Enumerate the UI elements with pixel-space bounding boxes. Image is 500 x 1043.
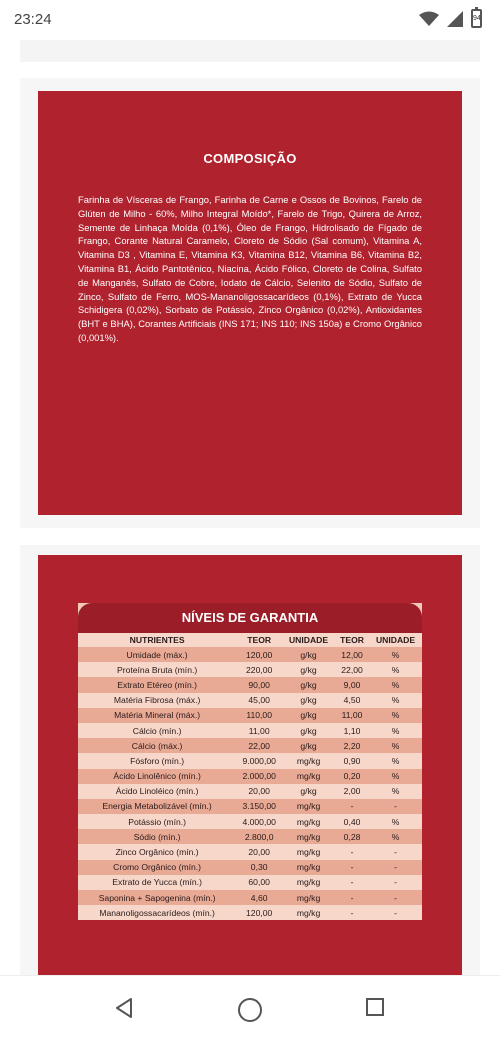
battery-icon: 94 xyxy=(471,9,482,28)
guarantee-title: NÍVEIS DE GARANTIA xyxy=(78,603,422,633)
unidade-value: g/kg xyxy=(282,662,335,677)
teor-percent: - xyxy=(335,844,369,859)
unidade-percent: % xyxy=(369,662,422,677)
teor-percent: - xyxy=(335,890,369,905)
wifi-icon xyxy=(419,11,439,27)
nutrient-name: Potássio (mín.) xyxy=(78,814,236,829)
guarantee-table xyxy=(78,633,422,920)
nutrient-name: Cromo Orgânico (mín.) xyxy=(78,860,236,875)
header-teor-2: TEOR xyxy=(335,633,369,647)
composition-box xyxy=(38,91,462,515)
status-time: 23:24 xyxy=(14,11,52,28)
teor-value: 4,60 xyxy=(236,890,282,905)
unidade-percent: % xyxy=(369,723,422,738)
unidade-value: g/kg xyxy=(282,708,335,723)
unidade-value: g/kg xyxy=(282,784,335,799)
teor-percent: - xyxy=(335,875,369,890)
unidade-value: g/kg xyxy=(282,738,335,753)
teor-value: 0,30 xyxy=(236,860,282,875)
teor-value: 20,00 xyxy=(236,784,282,799)
status-icons xyxy=(419,9,482,28)
unidade-value: mg/kg xyxy=(282,860,335,875)
table-header-row xyxy=(78,633,422,647)
teor-percent: 9,00 xyxy=(335,677,369,692)
unidade-value: g/kg xyxy=(282,647,335,662)
unidade-percent: % xyxy=(369,693,422,708)
unidade-value: mg/kg xyxy=(282,829,335,844)
unidade-value: mg/kg xyxy=(282,875,335,890)
nutrient-name: Mananoligossacarídeos (mín.) xyxy=(78,905,236,920)
unidade-value: mg/kg xyxy=(282,814,335,829)
teor-percent: 1,10 xyxy=(335,723,369,738)
unidade-percent: % xyxy=(369,769,422,784)
nutrient-name: Matéria Mineral (máx.) xyxy=(78,708,236,723)
signal-icon xyxy=(447,11,463,27)
teor-percent: 22,00 xyxy=(335,662,369,677)
nutrient-name: Extrato Etéreo (mín.) xyxy=(78,677,236,692)
teor-value: 60,00 xyxy=(236,875,282,890)
teor-value: 120,00 xyxy=(236,905,282,920)
nutrient-name: Cálcio (mín.) xyxy=(78,723,236,738)
table-row xyxy=(78,890,422,905)
teor-percent: 0,20 xyxy=(335,769,369,784)
teor-value: 11,00 xyxy=(236,723,282,738)
table-row xyxy=(78,799,422,814)
unidade-value: mg/kg xyxy=(282,769,335,784)
teor-percent: 2,20 xyxy=(335,738,369,753)
header-unidade: UNIDADE xyxy=(282,633,335,647)
teor-percent: 2,00 xyxy=(335,784,369,799)
table-row xyxy=(78,860,422,875)
teor-percent: 0,90 xyxy=(335,753,369,768)
teor-percent: - xyxy=(335,860,369,875)
nutrient-name: Ácido Linoléico (mín.) xyxy=(78,784,236,799)
teor-value: 2.000,00 xyxy=(236,769,282,784)
teor-value: 20,00 xyxy=(236,844,282,859)
nutrient-name: Cálcio (máx.) xyxy=(78,738,236,753)
table-row xyxy=(78,753,422,768)
unidade-percent: % xyxy=(369,829,422,844)
header-unidade-2: UNIDADE xyxy=(369,633,422,647)
teor-percent: 11,00 xyxy=(335,708,369,723)
teor-percent: 12,00 xyxy=(335,647,369,662)
unidade-percent: - xyxy=(369,905,422,920)
unidade-value: g/kg xyxy=(282,723,335,738)
unidade-value: mg/kg xyxy=(282,844,335,859)
top-strip xyxy=(20,40,480,62)
unidade-percent: % xyxy=(369,677,422,692)
teor-percent: 4,50 xyxy=(335,693,369,708)
unidade-percent: % xyxy=(369,708,422,723)
teor-value: 220,00 xyxy=(236,662,282,677)
teor-value: 120,00 xyxy=(236,647,282,662)
unidade-value: mg/kg xyxy=(282,799,335,814)
header-teor: TEOR xyxy=(236,633,282,647)
unidade-percent: - xyxy=(369,875,422,890)
recent-apps-icon[interactable] xyxy=(364,996,386,1018)
table-row xyxy=(78,769,422,784)
unidade-percent: - xyxy=(369,890,422,905)
teor-value: 4.000,00 xyxy=(236,814,282,829)
unidade-percent: % xyxy=(369,753,422,768)
teor-value: 22,00 xyxy=(236,738,282,753)
nutrient-name: Zinco Orgânico (mín.) xyxy=(78,844,236,859)
guarantee-table-wrap xyxy=(78,603,422,920)
table-row xyxy=(78,829,422,844)
unidade-percent: - xyxy=(369,799,422,814)
table-row xyxy=(78,875,422,890)
table-row xyxy=(78,677,422,692)
table-row xyxy=(78,905,422,920)
teor-value: 110,00 xyxy=(236,708,282,723)
header-nutrientes: NUTRIENTES xyxy=(78,633,236,647)
unidade-percent: - xyxy=(369,860,422,875)
table-row xyxy=(78,738,422,753)
nutrient-name: Energia Metabolizável (mín.) xyxy=(78,799,236,814)
nutrient-name: Fósforo (mín.) xyxy=(78,753,236,768)
status-bar xyxy=(0,0,500,40)
home-icon[interactable] xyxy=(236,996,264,1024)
table-row xyxy=(78,723,422,738)
unidade-value: mg/kg xyxy=(282,890,335,905)
unidade-percent: % xyxy=(369,738,422,753)
table-row xyxy=(78,844,422,859)
nutrient-name: Sódio (mín.) xyxy=(78,829,236,844)
teor-percent: 0,28 xyxy=(335,829,369,844)
table-row xyxy=(78,784,422,799)
unidade-percent: % xyxy=(369,814,422,829)
composition-text: Farinha de Vísceras de Frango, Farinha de Carne e Ossos de Bovinos, Farelo de Glúten de Milho - 60%, Milho Integral Moído*, Farelo de Trigo, Quirera de Arroz, Semente de Linhaça Moída (0,1%), Óleo de Frango, Hidrolisado de Fígado de Frango, Corante Natural Caramelo, Cloreto de Sódio (Sal comum), Vitamina A, Vitamina D3 , Vitamina E, Vitamina K3, Vitamina B12, Vitamina B6, Vitamina B2, Vitamina B1, Ácido Pantotênico, Niacina, Ácido Fólico, Cloreto de Colina, Sulfato de Manganês, Sulfato de Cobre, Iodato de Cálcio, Selenito de Sódio, Sulfato de Zinco, Sulfato de Ferro, MOS-Mananoligossacarídeos (0,1%), Extrato de Yucca Schidigera (0,02%), Sorbato de Potássio, Zinco Orgânico (0,02%), Antioxidantes (BHT e BHA), Corantes Artificiais (INS 171; INS 110; INS 150a) e Cromo Orgânico (0,001%). xyxy=(78,194,422,343)
table-row xyxy=(78,708,422,723)
table-row xyxy=(78,814,422,829)
teor-value: 3.150,00 xyxy=(236,799,282,814)
composition-title: COMPOSIÇÃO xyxy=(203,151,297,166)
teor-value: 9.000,00 xyxy=(236,753,282,768)
teor-value: 90,00 xyxy=(236,677,282,692)
nutrient-name: Umidade (máx.) xyxy=(78,647,236,662)
table-row xyxy=(78,647,422,662)
unidade-percent: % xyxy=(369,647,422,662)
unidade-value: mg/kg xyxy=(282,905,335,920)
teor-value: 2.800,0 xyxy=(236,829,282,844)
table-row xyxy=(78,693,422,708)
back-icon[interactable] xyxy=(112,996,136,1020)
nutrient-name: Ácido Linolênico (mín.) xyxy=(78,769,236,784)
teor-percent: - xyxy=(335,905,369,920)
unidade-value: mg/kg xyxy=(282,753,335,768)
guarantee-panel xyxy=(20,545,480,975)
unidade-value: g/kg xyxy=(282,693,335,708)
unidade-value: g/kg xyxy=(282,677,335,692)
guarantee-box xyxy=(38,555,462,975)
unidade-percent: - xyxy=(369,844,422,859)
teor-percent: 0,40 xyxy=(335,814,369,829)
composition-panel xyxy=(20,78,480,528)
nutrient-name: Saponina + Sapogenina (mín.) xyxy=(78,890,236,905)
unidade-percent: % xyxy=(369,784,422,799)
table-row xyxy=(78,662,422,677)
teor-percent: - xyxy=(335,799,369,814)
nutrient-name: Matéria Fibrosa (máx.) xyxy=(78,693,236,708)
nutrient-name: Extrato de Yucca (mín.) xyxy=(78,875,236,890)
teor-value: 45,00 xyxy=(236,693,282,708)
nutrient-name: Proteína Bruta (mín.) xyxy=(78,662,236,677)
navigation-bar xyxy=(0,975,500,1043)
